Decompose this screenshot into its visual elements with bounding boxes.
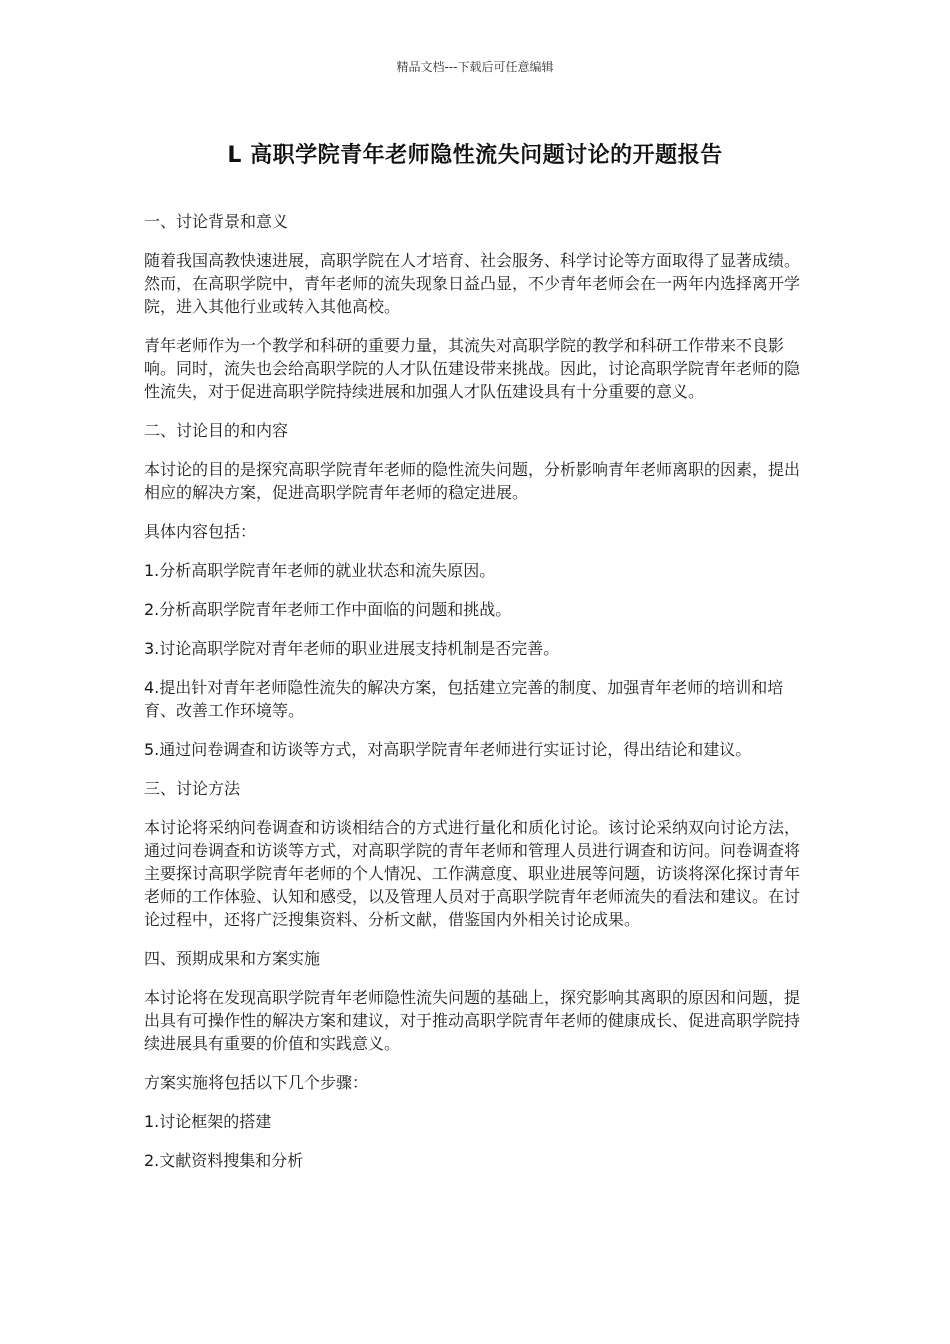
list-item: 2.文献资料搜集和分析 [144,1151,304,1170]
list-item: 1.讨论框架的搭建 [144,1112,272,1131]
section-heading-outcomes: 四、预期成果和方案实施 [144,949,321,968]
header-note: 精品文档---下载后可任意编辑 [396,60,554,74]
paragraph: 本讨论的目的是探究高职学院青年老师的隐性流失问题，分析影响青年老师离职的因素，提出相应的解决方案，促进高职学院青年老师的稳定进展。 [144,460,801,502]
paragraph: 青年老师作为一个教学和科研的重要力量，其流失对高职学院的教学和科研工作带来不良影响。同时，流失也会给高职学院的人才队伍建设带来挑战。因此，讨论高职学院青年老师的隐性流失，对于促进高职学院持续进展和加强人才队伍建设具有十分重要的意义。 [144,336,801,401]
list-item: 1.分析高职学院青年老师的就业状态和流失原因。 [144,561,496,580]
section-heading-background: 一、讨论背景和意义 [144,212,289,231]
list-item: 5.通过问卷调查和访谈等方式，对高职学院青年老师进行实证讨论，得出结论和建议。 [144,740,752,759]
list-item: 3.讨论高职学院对青年老师的职业进展支持机制是否完善。 [144,639,560,658]
section-heading-purpose: 二、讨论目的和内容 [144,421,289,440]
paragraph: 具体内容包括： [144,522,257,541]
paragraph: 随着我国高教快速进展，高职学院在人才培育、社会服务、科学讨论等方面取得了显著成绩。然而，在高职学院中，青年老师的流失现象日益凸显，不少青年老师会在一两年内选择离开学院，进入其他行业或转入其他高校。 [144,251,801,316]
paragraph: 方案实施将包括以下几个步骤： [144,1073,369,1092]
list-item: 2.分析高职学院青年老师工作中面临的问题和挑战。 [144,600,512,619]
paragraph: 本讨论将采纳问卷调查和访谈相结合的方式进行量化和质化讨论。该讨论采纳双向讨论方法，通过问卷调查和访谈等方式，对高职学院的青年老师和管理人员进行调查和访问。问卷调查将主要探讨高职学院青年老师的个人情况、工作满意度、职业进展等问题，访谈将深化探讨青年老师的工作体验、认知和感受，以及管理人员对于高职学院青年老师流失的看法和建议。在讨论过程中，还将广泛搜集资料、分析文献，借鉴国内外相关讨论成果。 [144,818,801,929]
section-heading-methods: 三、讨论方法 [144,779,241,798]
document-title: L 高职学院青年老师隐性流失问题讨论的开题报告 [227,143,723,168]
paragraph: 本讨论将在发现高职学院青年老师隐性流失问题的基础上，探究影响其离职的原因和问题，提出具有可操作性的解决方案和建议，对于推动高职学院青年老师的健康成长、促进高职学院持续进展具有重要的价值和实践意义。 [144,988,801,1053]
list-item: 4.提出针对青年老师隐性流失的解决方案，包括建立完善的制度、加强青年老师的培训和培育、改善工作环境等。 [144,678,784,720]
document-body [144,210,808,1188]
